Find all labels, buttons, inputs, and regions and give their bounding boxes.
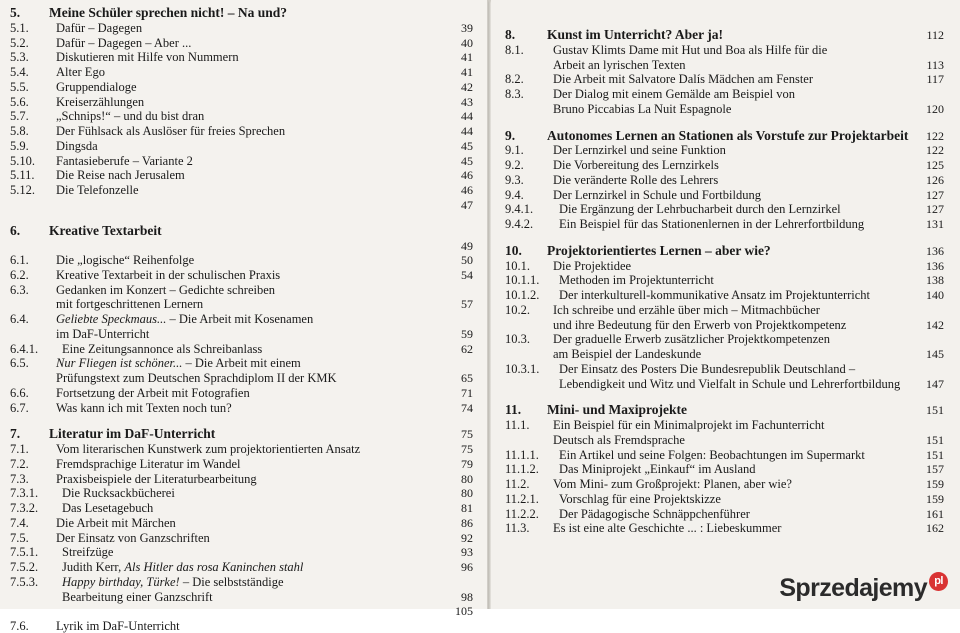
- toc-entry-title: Gedanken im Konzert – Gedichte schreiben: [56, 282, 276, 297]
- toc-entry-title: Der Einsatz von Ganzschriften: [56, 530, 210, 545]
- toc-entry-number: 8.2.: [505, 72, 524, 87]
- toc-entry-title: Ein Beispiel für das Stationenlernen in der Lehrerfortbildung: [559, 217, 865, 232]
- toc-chapter-row: [505, 129, 944, 143]
- toc-entry-row: [10, 66, 473, 79]
- toc-entry-row: [505, 44, 944, 57]
- toc-entry-row: [10, 125, 473, 138]
- toc-page-number: 138: [926, 273, 944, 288]
- toc-entry-number: 5.2.: [10, 35, 29, 50]
- toc-page-number: 43: [461, 94, 473, 109]
- toc-page-number: 161: [926, 506, 944, 521]
- toc-entry-row: [10, 576, 473, 589]
- toc-page-number: 41: [461, 50, 473, 65]
- toc-entry-number: 8.: [505, 27, 516, 42]
- toc-page-number: 136: [926, 258, 944, 273]
- toc-entry-row: [10, 313, 473, 326]
- toc-chapter-row: [505, 244, 944, 258]
- toc-entry-row: [10, 155, 473, 168]
- toc-entry-number: 9.4.1.: [505, 202, 534, 217]
- toc-page-number: 140: [926, 288, 944, 303]
- toc-entry-row: [547, 319, 944, 332]
- toc-page-number: 44: [461, 109, 473, 124]
- toc-entry-number: 7.1.: [10, 442, 29, 457]
- toc-entry-row: [505, 522, 944, 535]
- toc-entry-number: 6.6.: [10, 385, 29, 400]
- toc-entry-number: 8.1.: [505, 42, 524, 57]
- toc-page-number: 59: [461, 326, 473, 341]
- toc-entry-number: 10.3.: [505, 332, 530, 347]
- toc-entry-number: 7.: [10, 426, 21, 442]
- toc-entry-row: [50, 328, 473, 341]
- toc-page-number: 122: [926, 143, 944, 158]
- toc-page-number: 113: [926, 57, 944, 72]
- toc-entry-row: [505, 363, 944, 376]
- toc-entry-number: 5.4.: [10, 65, 29, 80]
- toc-page-number: 54: [461, 267, 473, 282]
- toc-page-number: 45: [461, 153, 473, 168]
- toc-entry-row: [10, 110, 473, 123]
- watermark: [779, 574, 948, 603]
- toc-page-number: 46: [461, 168, 473, 183]
- toc-entry-number: 11.2.2.: [505, 506, 539, 521]
- toc-page-number: 157: [926, 462, 944, 477]
- toc-entry-row: [10, 184, 473, 197]
- toc-chapter-row: [10, 224, 473, 238]
- toc-page-number: 46: [461, 183, 473, 198]
- toc-entry-number: 10.3.1.: [505, 361, 540, 376]
- toc-entry-title: Geliebte Speckmaus... – Die Arbeit mit Kosenamen: [56, 312, 314, 327]
- toc-entry-row: [10, 458, 473, 471]
- toc-entry-number: 9.: [505, 127, 516, 143]
- toc-entry-row: [10, 605, 473, 618]
- toc-page-number: 74: [461, 400, 473, 415]
- toc-entry-row: [553, 378, 944, 391]
- toc-entry-title: Die „logische“ Reihenfolge: [56, 253, 195, 268]
- toc-entry-row: [10, 546, 473, 559]
- toc-entry-title: Der graduelle Erwerb zusätzlicher Projektkompetenzen: [553, 332, 830, 347]
- toc-chapter-row: [505, 28, 944, 42]
- toc-page-number: 96: [461, 560, 473, 575]
- toc-entry-number: 7.3.1.: [10, 486, 39, 501]
- toc-entry-row: [10, 37, 473, 50]
- toc-page-number: 93: [461, 545, 473, 560]
- toc-entry-title: Die Vorbereitung des Lernzirkels: [553, 158, 719, 173]
- toc-entry-title: Alter Ego: [56, 65, 105, 80]
- toc-page-number: 50: [461, 253, 473, 268]
- toc-entry-number: 7.4.: [10, 515, 29, 530]
- toc-entry-title: Mini- und Maxiprojekte: [547, 402, 688, 418]
- toc-entry-row: [50, 298, 473, 311]
- toc-page-number: 44: [461, 124, 473, 139]
- toc-entry-title: am Beispiel der Landeskunde: [553, 347, 702, 362]
- toc-page-number: 162: [926, 521, 944, 536]
- toc-page-number: 41: [461, 65, 473, 80]
- toc-entry-number: 5.11.: [10, 168, 35, 183]
- toc-page-number: 151: [926, 447, 944, 462]
- toc-entry-title: Die Ergänzung der Lehrbucharbeit durch den Lernzirkel: [559, 202, 841, 217]
- toc-entry-row: [505, 189, 944, 202]
- toc-entry-number: 5.12.: [10, 183, 35, 198]
- toc-entry-row: [547, 59, 944, 72]
- toc-entry-title: Vom literarischen Kunstwerk zum projektorientierten Ansatz: [56, 442, 361, 457]
- toc-entry-number: 5.9.: [10, 138, 29, 153]
- toc-page-number: 92: [461, 530, 473, 545]
- toc-page-number: 65: [461, 371, 473, 386]
- toc-entry-title: und ihre Bedeutung für den Erwerb von Projektkompetenz: [553, 317, 847, 332]
- toc-entry-title: Die Projektidee: [553, 258, 632, 273]
- toc-entry-number: 10.1.2.: [505, 288, 540, 303]
- toc-entry-row: [10, 169, 473, 182]
- toc-entry-number: 5.6.: [10, 94, 29, 109]
- toc-entry-title: Dafür – Dagegen – Aber ...: [56, 35, 192, 50]
- toc-entry-row: [10, 487, 473, 500]
- toc-entry-title: Lyrik im DaF-Unterricht: [56, 618, 180, 633]
- toc-entry-number: 10.1.: [505, 258, 530, 273]
- toc-page-number: 151: [926, 403, 944, 418]
- toc-entry-row: [505, 478, 944, 491]
- toc-page-number: 98: [461, 589, 473, 604]
- watermark-badge: pl: [929, 572, 948, 591]
- toc-entry-title: Die Telefonzelle: [56, 183, 139, 198]
- toc-entry-title: im DaF-Unterricht: [56, 326, 150, 341]
- toc-chapter-row: [10, 427, 473, 441]
- toc-entry-row: [56, 591, 473, 604]
- toc-entry-row: [505, 159, 944, 172]
- toc-right-column: [491, 0, 960, 609]
- toc-entry-row: [505, 174, 944, 187]
- toc-entry-row: [10, 199, 473, 212]
- toc-page-number: 45: [461, 138, 473, 153]
- toc-entry-title: Kreative Textarbeit: [49, 223, 162, 239]
- toc-entry-number: 6.1.: [10, 253, 29, 268]
- toc-entry-title: Der Einsatz des Posters Die Bundesrepublik Deutschland –: [559, 361, 856, 376]
- toc-page-number: 145: [926, 347, 944, 362]
- toc-entry-number: 6.7.: [10, 400, 29, 415]
- toc-entry-title: Nur Fliegen ist schöner... – Die Arbeit mit einem: [56, 356, 301, 371]
- toc-page-number: 86: [461, 515, 473, 530]
- toc-entry-title: Streifzüge: [62, 545, 114, 560]
- toc-entry-row: [547, 434, 944, 447]
- toc-page-number: 131: [926, 217, 944, 232]
- toc-page-number: 127: [926, 202, 944, 217]
- toc-entry-row: [505, 203, 944, 216]
- toc-entry-title: Der Lernzirkel in Schule und Fortbildung: [553, 187, 761, 202]
- toc-entry-number: 5.5.: [10, 79, 29, 94]
- toc-page-number: 42: [461, 79, 473, 94]
- toc-entry-title: Fremdsprachige Literatur im Wandel: [56, 456, 241, 471]
- toc-entry-row: [505, 218, 944, 231]
- toc-entry-number: 9.4.2.: [505, 217, 534, 232]
- toc-entry-title: Ich schreibe und erzähle über mich – Mitmachbücher: [553, 302, 820, 317]
- toc-entry-title: Bearbeitung einer Ganzschrift: [62, 589, 213, 604]
- toc-entry-title: Der Pädagogische Schnäppchenführer: [559, 506, 750, 521]
- toc-entry-number: 10.2.: [505, 302, 530, 317]
- toc-entry-number: 11.1.2.: [505, 462, 539, 477]
- toc-entry-number: 9.2.: [505, 158, 524, 173]
- toc-entry-title: Literatur im DaF-Unterricht: [49, 426, 216, 442]
- toc-page-number: 159: [926, 491, 944, 506]
- toc-entry-title: Kunst im Unterricht? Aber ja!: [547, 27, 723, 42]
- toc-entry-number: 11.1.1.: [505, 447, 539, 462]
- toc-page-number: 127: [926, 187, 944, 202]
- toc-entry-row: [505, 73, 944, 86]
- watermark-text: Sprzedajemy: [779, 574, 927, 602]
- toc-entry-title: Die veränderte Rolle des Lehrers: [553, 172, 719, 187]
- toc-entry-row: [10, 240, 473, 253]
- toc-entry-number: 6.: [10, 223, 21, 239]
- toc-page-number: 105: [455, 604, 473, 619]
- toc-entry-title: Die Arbeit mit Märchen: [56, 515, 176, 530]
- toc-entry-title: „Schnips!“ – und du bist dran: [56, 109, 205, 124]
- toc-entry-number: 10.: [505, 242, 522, 258]
- toc-entry-title: Vom Mini- zum Großprojekt: Planen, aber wie?: [553, 477, 792, 492]
- toc-entry-number: 11.2.: [505, 477, 530, 492]
- toc-entry-number: 11.3.: [505, 521, 530, 536]
- toc-entry-row: [10, 343, 473, 356]
- toc-entry-number: 6.4.: [10, 312, 29, 327]
- toc-page-number: 62: [461, 341, 473, 356]
- toc-entry-row: [10, 140, 473, 153]
- toc-page-number: 75: [461, 427, 473, 442]
- toc-page-number: 151: [926, 432, 944, 447]
- toc-entry-title: Ein Beispiel für ein Minimalprojekt im Fachunterricht: [553, 418, 825, 433]
- toc-page-number: 142: [926, 317, 944, 332]
- toc-entry-title: Fortsetzung der Arbeit mit Fotografien: [56, 385, 250, 400]
- toc-entry-row: [10, 502, 473, 515]
- toc-entry-number: 5.3.: [10, 50, 29, 65]
- toc-entry-title: Lebendigkeit und Witz und Vielfalt in Schule und Lehrerfortbildung: [559, 376, 901, 391]
- toc-entry-row: [10, 517, 473, 530]
- toc-entry-title: Dingsda: [56, 138, 98, 153]
- toc-entry-title: Methoden im Projektunterricht: [559, 273, 714, 288]
- toc-entry-row: [50, 372, 473, 385]
- toc-entry-number: 11.: [505, 402, 522, 418]
- toc-entry-row: [10, 532, 473, 545]
- toc-page-number: 117: [926, 72, 944, 87]
- toc-entry-title: Es ist eine alte Geschichte ... : Liebeskummer: [553, 521, 782, 536]
- toc-entry-title: Kreiserzählungen: [56, 94, 145, 109]
- toc-entry-row: [547, 348, 944, 361]
- toc-entry-title: Der Dialog mit einem Gemälde am Beispiel von: [553, 87, 795, 102]
- toc-entry-title: Das Lesetagebuch: [62, 501, 154, 516]
- toc-entry-row: [505, 144, 944, 157]
- toc-entry-row: [505, 449, 944, 462]
- toc-chapter-row: [505, 403, 944, 417]
- toc-page-number: 81: [461, 501, 473, 516]
- toc-page-number: 122: [926, 128, 944, 143]
- toc-entry-row: [505, 88, 944, 101]
- toc-entry-title: Autonomes Lernen an Stationen als Vorstufe zur Projektarbeit: [547, 127, 909, 143]
- toc-entry-number: 6.5.: [10, 356, 29, 371]
- toc-entry-row: [10, 254, 473, 267]
- toc-entry-title: Meine Schüler sprechen nicht! – Na und?: [49, 5, 288, 20]
- toc-page-number: 136: [926, 243, 944, 258]
- toc-entry-number: 11.2.1.: [505, 491, 539, 506]
- toc-entry-title: Fantasieberufe – Variante 2: [56, 153, 193, 168]
- toc-page-number: 39: [461, 20, 473, 35]
- toc-page-number: 80: [461, 471, 473, 486]
- toc-entry-title: Der interkulturell-kommunikative Ansatz im Projektunterricht: [559, 288, 871, 303]
- toc-entry-title: Die Arbeit mit Salvatore Dalís Mädchen am Fenster: [553, 72, 814, 87]
- toc-page-number: 159: [926, 477, 944, 492]
- toc-entry-number: 7.5.: [10, 530, 29, 545]
- toc-entry-row: [10, 269, 473, 282]
- toc-entry-title: Was kann ich mit Texten noch tun?: [56, 400, 232, 415]
- toc-entry-row: [505, 419, 944, 432]
- toc-entry-title: Die Rucksackbücherei: [62, 486, 175, 501]
- toc-entry-title: Bruno Piccabias La Nuit Espagnole: [553, 101, 732, 116]
- toc-entry-title: Praxisbeispiele der Literaturbearbeitung: [56, 471, 257, 486]
- toc-entry-number: 7.5.2.: [10, 560, 39, 575]
- toc-entry-number: 7.3.2.: [10, 501, 39, 516]
- toc-entry-title: Diskutieren mit Hilfe von Nummern: [56, 50, 239, 65]
- toc-entry-title: Judith Kerr, Als Hitler das rosa Kaninchen stahl: [62, 560, 304, 575]
- toc-page-number: 40: [461, 35, 473, 50]
- toc-page-number: 71: [461, 385, 473, 400]
- toc-entry-title: mit fortgeschrittenen Lernern: [56, 297, 204, 312]
- toc-chapter-row: [10, 6, 473, 20]
- toc-page-number: 57: [461, 297, 473, 312]
- toc-entry-row: [10, 443, 473, 456]
- toc-entry-title: Projektorientiertes Lernen – aber wie?: [547, 242, 771, 258]
- toc-entry-title: Happy birthday, Türke! – Die selbstständige: [62, 574, 284, 589]
- toc-entry-number: 6.3.: [10, 282, 29, 297]
- toc-entry-number: 9.3.: [505, 172, 524, 187]
- toc-entry-row: [10, 51, 473, 64]
- toc-page-number: 49: [461, 238, 473, 253]
- toc-entry-number: 6.2.: [10, 267, 29, 282]
- toc-page-number: 75: [461, 442, 473, 457]
- toc-entry-title: Eine Zeitungsannonce als Schreibanlass: [62, 341, 263, 356]
- toc-entry-row: [505, 463, 944, 476]
- toc-entry-row: [10, 561, 473, 574]
- toc-entry-row: [505, 508, 944, 521]
- toc-entry-title: Dafür – Dagegen: [56, 20, 143, 35]
- toc-entry-number: 5.: [10, 5, 21, 20]
- toc-page-number: 80: [461, 486, 473, 501]
- toc-entry-row: [505, 304, 944, 317]
- toc-entry-title: Das Miniprojekt „Einkauf“ im Ausland: [559, 462, 756, 477]
- toc-entry-row: [10, 620, 473, 633]
- toc-entry-title: Die Reise nach Jerusalem: [56, 168, 185, 183]
- toc-entry-number: 9.4.: [505, 187, 524, 202]
- toc-entry-title: Gruppendialoge: [56, 79, 137, 94]
- toc-entry-row: [10, 402, 473, 415]
- toc-entry-number: 7.5.3.: [10, 574, 39, 589]
- toc-entry-number: 5.10.: [10, 153, 35, 168]
- toc-entry-number: 11.1.: [505, 418, 530, 433]
- toc-page-number: 47: [461, 197, 473, 212]
- toc-entry-title: Der Fühlsack als Auslöser für freies Sprechen: [56, 124, 286, 139]
- toc-page-number: 120: [926, 101, 944, 116]
- toc-entry-number: 8.3.: [505, 87, 524, 102]
- toc-entry-title: Ein Artikel und seine Folgen: Beobachtungen im Supermarkt: [559, 447, 865, 462]
- toc-entry-row: [10, 473, 473, 486]
- toc-entry-row: [547, 103, 944, 116]
- toc-entry-number: 9.1.: [505, 143, 524, 158]
- toc-page-number: 147: [926, 376, 944, 391]
- toc-entry-number: 7.3.: [10, 471, 29, 486]
- toc-entry-title: Vorschlag für eine Projektskizze: [559, 491, 721, 506]
- toc-entry-row: [505, 289, 944, 302]
- toc-entry-number: 10.1.1.: [505, 273, 540, 288]
- toc-entry-title: Prüfungstext zum Deutschen Sprachdiplom II der KMK: [56, 371, 337, 386]
- toc-entry-row: [505, 274, 944, 287]
- toc-entry-row: [10, 81, 473, 94]
- toc-entry-title: Der Lernzirkel und seine Funktion: [553, 143, 726, 158]
- toc-page-number: 125: [926, 158, 944, 173]
- toc-entry-title: Arbeit an lyrischen Texten: [553, 57, 686, 72]
- toc-entry-title: Gustav Klimts Dame mit Hut und Boa als Hilfe für die: [553, 42, 828, 57]
- toc-entry-row: [10, 22, 473, 35]
- toc-entry-number: 5.7.: [10, 109, 29, 124]
- toc-entry-number: 7.5.1.: [10, 545, 39, 560]
- toc-entry-row: [505, 260, 944, 273]
- toc-entry-number: 5.1.: [10, 20, 29, 35]
- toc-entry-row: [505, 333, 944, 346]
- toc-entry-row: [10, 284, 473, 297]
- section-spacer: [505, 118, 944, 129]
- toc-entry-number: 5.8.: [10, 124, 29, 139]
- toc-entry-number: 6.4.1.: [10, 341, 39, 356]
- toc-entry-number: 7.6.: [10, 618, 29, 633]
- toc-entry-title: Kreative Textarbeit in der schulischen Praxis: [56, 267, 281, 282]
- toc-entry-title: Deutsch als Fremdsprache: [553, 432, 685, 447]
- toc-page-number: 126: [926, 172, 944, 187]
- toc-entry-row: [10, 387, 473, 400]
- toc-entry-row: [505, 493, 944, 506]
- toc-page-number: 112: [926, 28, 944, 42]
- toc-page-number: 79: [461, 456, 473, 471]
- toc-entry-row: [10, 357, 473, 370]
- toc-entry-number: 7.2.: [10, 456, 29, 471]
- toc-entry-row: [10, 96, 473, 109]
